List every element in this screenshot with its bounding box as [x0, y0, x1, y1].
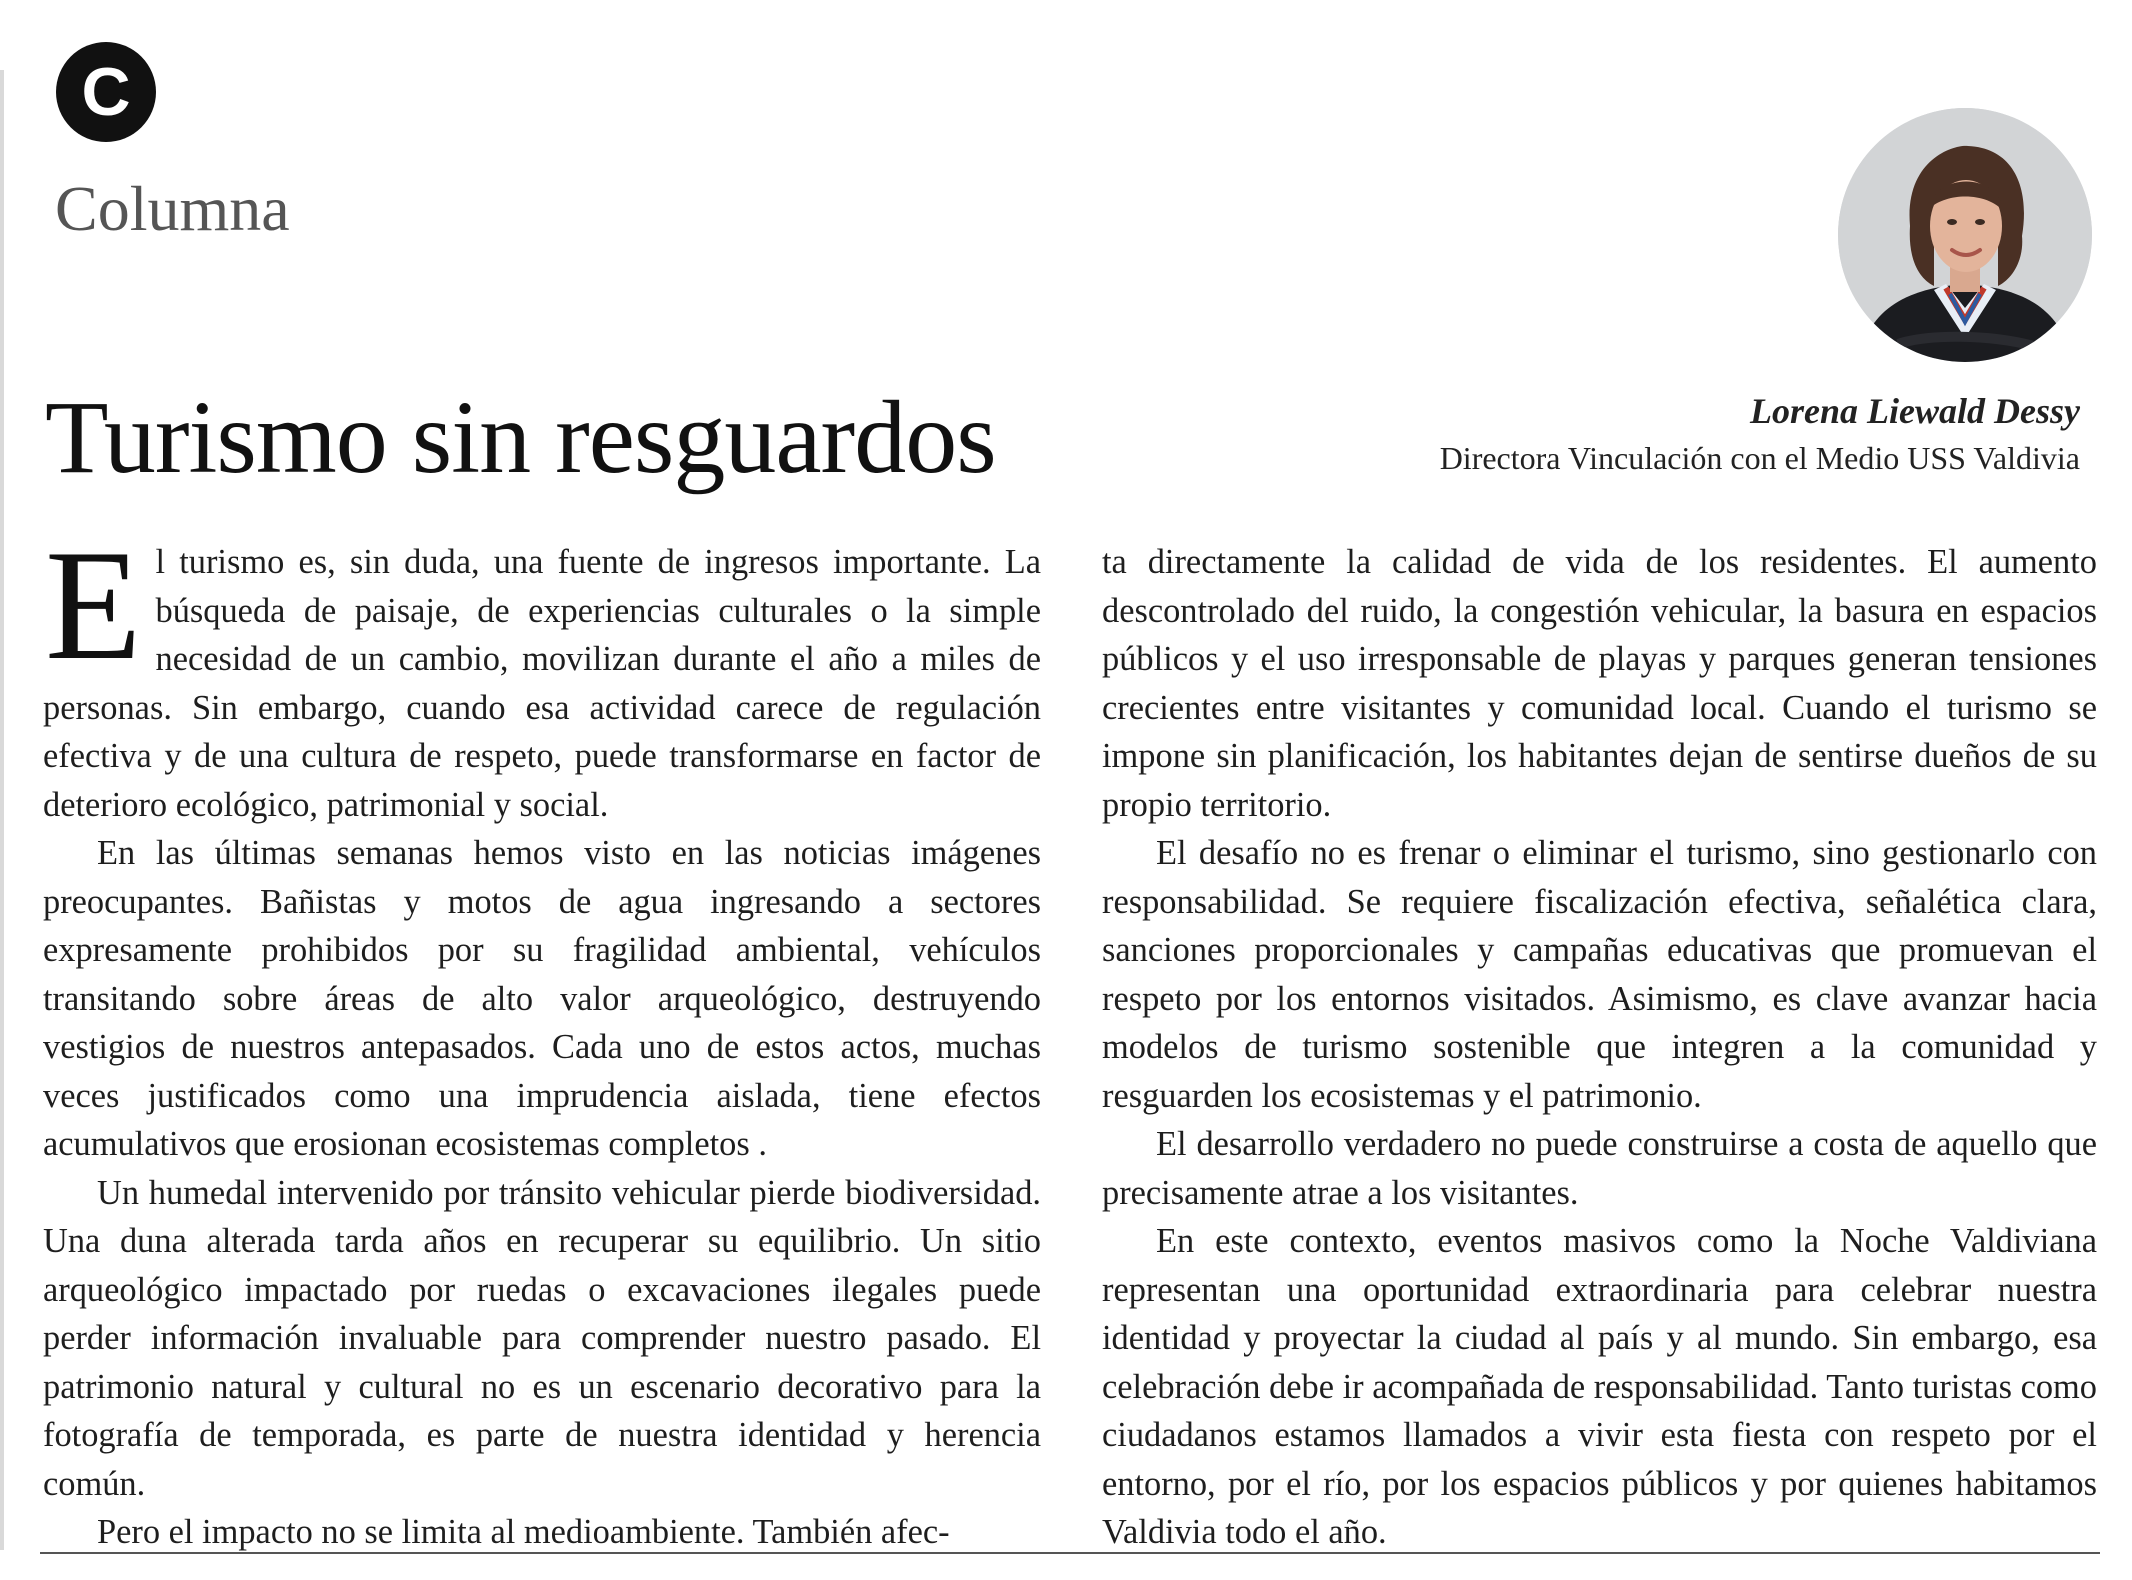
article-column-left	[43, 518, 1041, 1557]
paragraph-1-text: l turismo es, sin duda, una fuente de ingresos importante. La búsqueda de paisaje, de experiencias culturales o la simple necesidad de un cambio, movilizan durante el año a miles de personas. Sin embargo, cuando esa actividad carece de regulación efectiva y de una cultura de respeto, puede transformarse en factor de deterioro ecológico, patrimonial y social.	[43, 543, 1041, 824]
author-photo	[1838, 108, 2092, 362]
paragraph-4-start: Pero el impacto no se limita al medioambiente. También afec-	[97, 1513, 950, 1551]
author-name: Lorena Liewald Dessy	[1750, 391, 2080, 431]
section-label: Columna	[55, 173, 290, 244]
article-headline: Turismo sin resguardos	[45, 380, 996, 495]
author-role: Directora Vinculación con el Medio USS Valdivia	[1439, 440, 2080, 476]
paragraph-4: ta directamente la calidad de vida de los residentes. El aumento descontrolado del ruido, la congestión vehicular, la basura en espacios públicos y el uso irresponsable de playas y parques generan tensiones crecientes entre visitantes y comunidad local. Cuando el turismo se impone sin planificación, los habitantes dejan de sentirse dueños de su propio territorio.	[1102, 543, 2097, 824]
badge-letter: C	[81, 54, 131, 130]
column-badge	[56, 42, 156, 142]
paragraph-6: El desarrollo verdadero no puede construirse a costa de aquello que precisamente atrae a los visitantes.	[1102, 1125, 2097, 1212]
author-portrait-icon	[1838, 108, 2092, 362]
paragraph-3: Un humedal intervenido por tránsito vehicular pierde biodiversidad. Una duna alterada tarda años en recuperar su equilibrio. Un sitio arqueológico impactado por ruedas o excavaciones ilegales puede perder información invaluable para comprender nuestro pasado. El patrimonio natural y cultural no es un escenario decorativo para la fotografía de temporada, es parte de nuestra identidad y herencia común.	[43, 1173, 1041, 1503]
left-margin-rule	[0, 70, 4, 1550]
article-column-right	[1102, 538, 2097, 1557]
paragraph-5: El desafío no es frenar o eliminar el turismo, sino gestionarlo con responsabilidad. Se requiere fiscalización efectiva, señalética clara, sanciones proporcionales y campañas educativas que promuevan el respeto por los entornos visitados. Asimismo, es clave avanzar hacia modelos de turismo sostenible que integren a la comunidad y resguarden los ecosistemas y el patrimonio.	[1102, 834, 2097, 1115]
paragraph-1	[43, 518, 1041, 829]
drop-cap: E	[45, 518, 142, 693]
paragraph-7: En este contexto, eventos masivos como la Noche Valdiviana representan una oportunidad extraordinaria para celebrar nuestra identidad y proyectar la ciudad al país y al mundo. Sin embargo, esa celebración debe ir acompañada de responsabilidad. Tanto turistas como ciudadanos estamos llamados a vivir esta fiesta con respeto por el entorno, por el río, por los espacios públicos y por quienes habitamos Valdivia todo el año.	[1102, 1222, 2097, 1551]
bottom-rule	[40, 1552, 2100, 1554]
paragraph-2: En las últimas semanas hemos visto en las noticias imágenes preocupantes. Bañistas y motos de agua ingresando a sectores expresamente prohibidos por su fragilidad ambiental, vehículos transitando sobre áreas de alto valor arqueológico, destruyendo vestigios de nuestros antepasados. Cada uno de estos actos, muchas veces justificados como una imprudencia aislada, tiene efectos acumulativos que erosionan ecosistemas completos .	[43, 834, 1041, 1163]
